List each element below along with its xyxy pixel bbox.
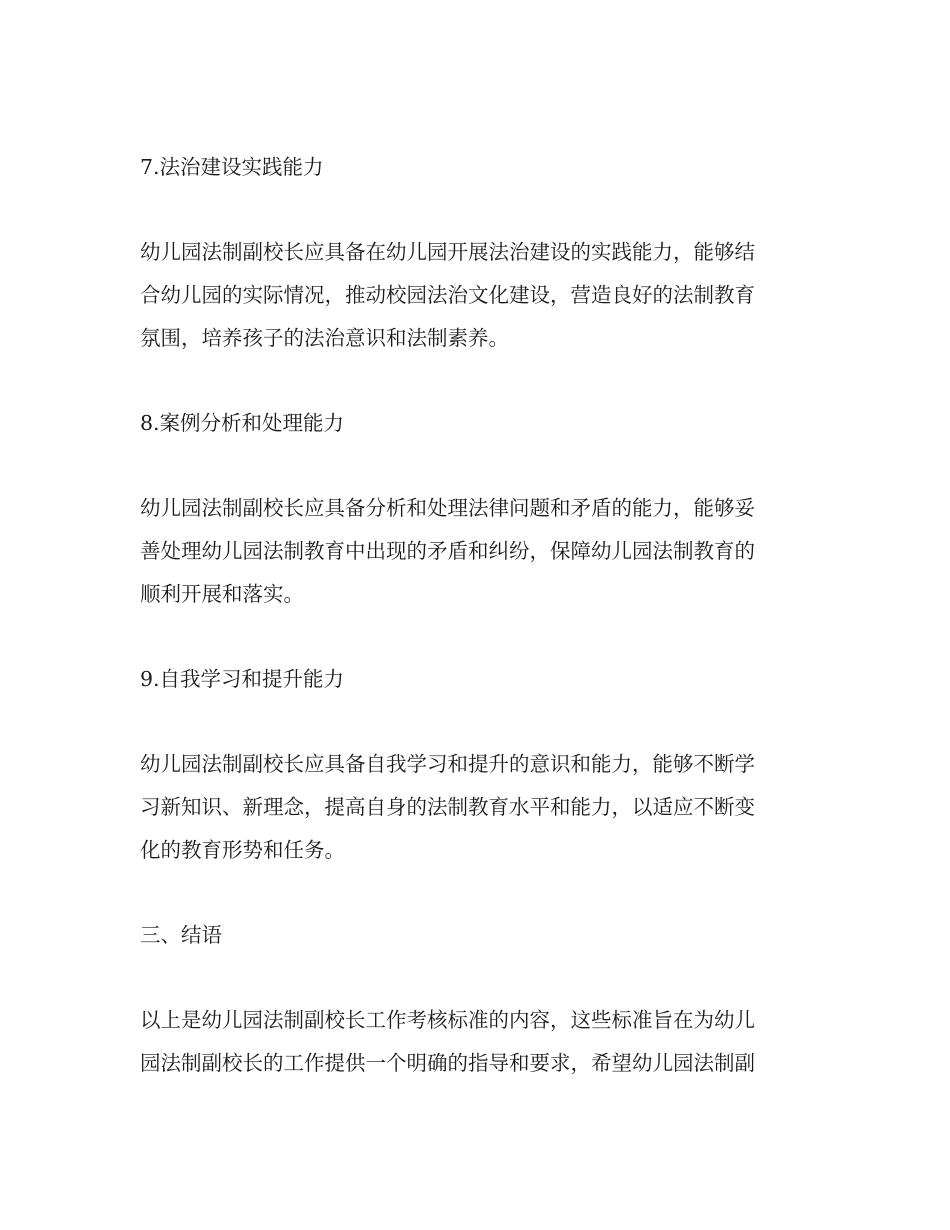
section-heading-conclusion: 三、结语 (140, 923, 222, 947)
paragraph-line: 幼儿园法制副校长应具备在幼儿园开展法治建设的实践能力，能够结 (140, 240, 755, 264)
section-paragraph-7 (140, 231, 810, 360)
paragraph-line: 善处理幼儿园法制教育中出现的矛盾和纠纷，保障幼儿园法制教育的 (140, 539, 755, 563)
section-paragraph-9 (140, 743, 810, 872)
paragraph-line: 氛围，培养孩子的法治意识和法制素养。 (140, 326, 509, 350)
paragraph-line: 以上是幼儿园法制副校长工作考核标准的内容，这些标准旨在为幼儿 (140, 1008, 755, 1032)
paragraph-line: 合幼儿园的实际情况，推动校园法治文化建设，营造良好的法制教育 (140, 283, 755, 307)
section-heading-9: 9.自我学习和提升能力 (140, 667, 345, 691)
section-heading-8: 8.案例分析和处理能力 (140, 411, 345, 435)
paragraph-line: 化的教育形势和任务。 (140, 838, 345, 862)
paragraph-line: 幼儿园法制副校长应具备分析和处理法律问题和矛盾的能力，能够妥 (140, 496, 755, 520)
section-heading-7: 7.法治建设实践能力 (140, 155, 324, 179)
paragraph-line: 习新知识、新理念，提高自身的法制教育水平和能力，以适应不断变 (140, 795, 755, 819)
paragraph-line: 幼儿园法制副校长应具备自我学习和提升的意识和能力，能够不断学 (140, 752, 755, 776)
document-body (140, 146, 810, 1127)
paragraph-line: 顺利开展和落实。 (140, 582, 304, 606)
paragraph-line: 园法制副校长的工作提供一个明确的指导和要求，希望幼儿园法制副 (140, 1051, 755, 1075)
section-paragraph-conclusion (140, 999, 810, 1085)
section-paragraph-8 (140, 487, 810, 616)
